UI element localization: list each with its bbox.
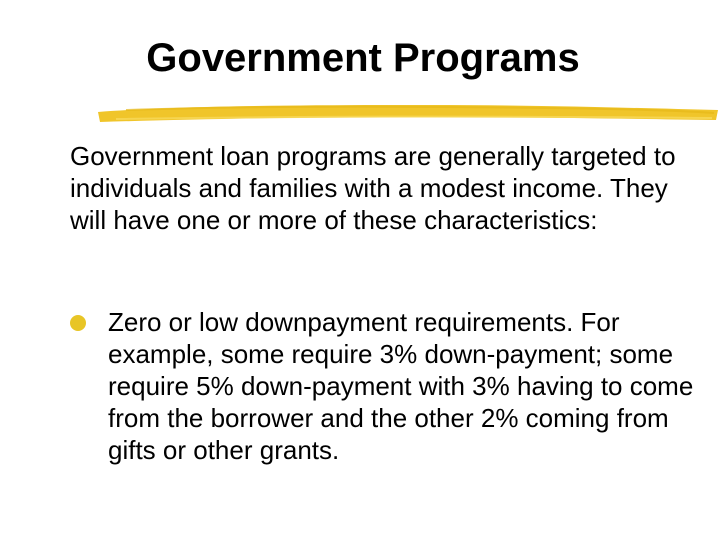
bullet-icon bbox=[70, 315, 86, 331]
bullet-text: Zero or low downpayment requirements. For example, some require 3% down-payment; some require 5% down-payment with 3% having to come from the borrower and the other 2% coming from gifts or other grants. bbox=[108, 307, 694, 465]
slide-title: Government Programs bbox=[146, 36, 580, 80]
bullet-item bbox=[70, 306, 710, 466]
title-underline-brushstroke bbox=[96, 96, 720, 136]
intro-paragraph: Government loan programs are generally targeted to individuals and families with a modest income. They will have one or more of these characteristics: bbox=[70, 141, 676, 235]
